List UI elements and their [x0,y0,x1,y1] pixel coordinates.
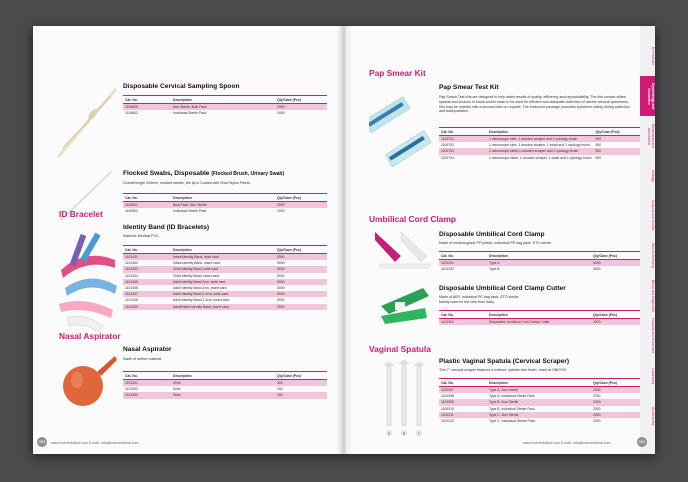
chapter-tabs [640,26,655,454]
column-header: Qty/Case (Pcs) [275,194,327,202]
nasal-title: Nasal Aspirator [123,346,172,353]
cutter-desc-2: Mainly used for the new born baby. [439,300,495,304]
umb-title: Disposable Umbilical Cord Clamp [439,231,545,238]
vaginal-section: Vaginal Spatula [369,344,431,354]
table-cell: Type B [489,267,500,272]
column-header: Description [171,96,275,104]
table-cell: 500 [594,148,646,154]
table-row [439,387,643,394]
table-cell: 1100704 [441,155,454,160]
column-header: Cat. No. [439,252,487,260]
table-cell: 1101405 [123,279,171,285]
column-header: Description [487,128,594,136]
column-header: Description [487,311,591,319]
footer-left: www.boenmedical.com E-mail: info@boenmedical.com [51,441,139,445]
column-header: Cat. No. [123,194,171,202]
pap-title: Pap Smear Test Kit [439,84,499,91]
table-cell: 5000 [275,254,327,261]
table-cell: Type B, Non Sterile [487,399,591,405]
table-header-row [123,372,327,380]
swabs-title: Flocked Swabs, Disposable (Flocked Brush, Urinary Swab) [123,170,285,177]
table-cell: 1100308 [441,394,454,399]
table-cell: 1101301 [123,380,171,387]
spatula-label-b: B [402,431,406,436]
table-cell: 1101201 [439,260,487,267]
table-row [439,319,643,326]
table-cell: 1101404 [125,273,138,278]
table-cell: 5000 [277,261,285,266]
spoon-table [123,95,327,116]
table-row [439,155,646,161]
table-cell: Adult/Infant Identity Band, insert card [171,304,275,310]
table-cell: 1100702 [441,143,454,148]
table-cell: 1101303 [123,392,171,398]
table-cell: 1101403 [123,266,171,272]
table-cell: 5000 [275,266,327,272]
idb-title: Identity Band (ID Bracelets) [123,224,210,231]
table-row [123,104,327,111]
chapter-tab[interactable]: Dr Products [651,47,655,65]
table-cell: 1101409 [123,304,171,310]
umbilical-section: Umbilical Cord Clamp [369,214,457,224]
column-header: Cat. No. [123,372,171,380]
chapter-tab[interactable]: Laboratory [651,367,655,385]
table-header-row [123,96,327,104]
table-cell: 1101302 [125,387,138,392]
table-cell: 1100501 [123,202,171,209]
table-cell: 2000 [593,406,601,411]
table-row [123,208,327,214]
vag-desc: This 7" cervical scraper features a uniform, splinter-free finish. Used at OB/GYN. [439,368,567,372]
umb-desc: Made of medical grade PP plastic, individual PE bag pack. ETO sterile. [439,241,552,245]
table-cell: 1100602 [125,111,138,116]
chapter-tab[interactable]: Accessories [651,406,655,426]
table-cell: 200 [277,387,283,392]
column-header: Qty/Case (Pcs) [275,96,327,104]
table-cell: Adult Identity Band 2.4cm, write card [171,291,275,297]
table-row [123,380,327,387]
table-row [123,254,327,261]
chapter-tab[interactable]: Surgical and Suction [651,200,655,232]
column-header: Qty/Case (Pcs) [591,252,643,260]
right-page [345,26,655,454]
table-cell: 1100701 [439,136,487,143]
page-gutter [337,26,353,454]
column-header: Description [487,252,591,260]
table-cell: 2 microscope sides,1 wooden scraper and 1 cytology brush [487,148,594,154]
table-cell: Bulk Pack, Non Sterile [171,202,275,209]
column-header: Qty/Case (Pcs) [591,311,643,319]
table-cell: 150 [275,392,327,398]
vag-table [439,378,643,424]
table-cell: 1101401 [123,254,171,261]
table-row [123,202,327,209]
table-header-row [439,128,646,136]
spatula-label-a: A [387,431,391,436]
nasal-aspirator-image [59,348,121,410]
swabs-table [123,193,327,214]
cutter-desc-1: Made of ABS, individual PE bag pack, ETO sterile. [439,295,520,299]
column-header: Description [171,246,275,254]
table-cell: 2 microscope sides, 1 wooden scraper, 1 swab and 1 cytology brush [489,155,592,160]
table-cell: Adult Identity Band 2.4cm, insert card [173,298,230,303]
table-cell: Type A, Individual Sterile Pack [489,394,535,399]
umb-table [439,251,643,272]
chapter-tab[interactable]: Gynecology and Obstetrics [640,76,655,116]
table-row [123,392,327,398]
column-header: Cat. No. [123,246,171,254]
id-bracelet-image [55,230,125,340]
table-cell: Child Identity Band, write card [171,266,275,272]
column-header: Qty/Case (Pcs) [275,246,327,254]
table-header-row [123,194,327,202]
table-row [439,418,643,424]
table-cell: Child Identity Band, insert card [173,273,220,278]
pap-table [439,127,646,161]
table-cell: Type A [487,260,591,267]
column-header: Qty/Case (Pcs) [594,128,646,136]
table-cell: 2000 [591,412,643,418]
table-cell: 1100603 [123,104,171,111]
chapter-tab[interactable]: Hospital and Homecare [651,318,655,354]
vaginal-spatula-image [373,358,435,440]
page-number-left: 053 [37,437,47,447]
cutter-table [439,310,643,325]
table-cell: 2000 [591,387,643,394]
table-cell: Type A, Non Sterile [487,387,591,394]
table-cell: 2000 [591,399,643,405]
id-bracelet-section: ID Bracelet [59,209,103,219]
table-cell: 5000 [277,298,285,303]
table-cell: Infant Identity Band, insert card [173,261,220,266]
table-header-row [439,311,643,319]
page-number-right: 054 [637,437,647,447]
table-cell: 2000 [275,104,327,111]
table-cell: 500 [594,136,646,143]
table-cell: Disposable Umbilical Cord Clamp Cutter [487,319,591,326]
table-cell: 2000 [275,202,327,209]
table-cell: 500 [595,155,602,160]
table-cell: Individual Sterile Pack [173,111,207,116]
table-cell: 1100703 [439,148,487,154]
table-cell: 1100311 [439,412,487,418]
nasal-desc: Made of rubber material. [123,357,163,361]
table-cell: 2000 [277,111,285,116]
table-cell: Infant Identity Band, write card [171,254,275,261]
column-header: Cat. No. [439,128,487,136]
footer-right: www.boenmedical.com E-mail: info@boenmedical.com [523,441,611,445]
table-cell: 1101407 [123,291,171,297]
clamp-cutter-image [375,284,435,330]
cutter-title: Disposable Umbilical Cord Clamp Cutter [439,285,566,292]
table-cell: 5000 [275,279,327,285]
column-header: Qty/Case (Pcs) [275,372,327,380]
table-header-row [439,379,643,387]
table-cell: 90ml [171,392,275,398]
table-cell: Individual Sterile Pack [173,209,207,214]
table-cell: Adult Identity Band 2cm, insert card [173,286,227,291]
table-cell: 500 [595,143,602,148]
table-cell: Type C, Individual Sterile Pack [489,419,535,424]
table-cell: 300 [275,380,327,387]
table-cell: 1100309 [439,399,487,405]
cervical-spoon-image [53,84,121,164]
chapter-tab[interactable]: Blood and Diagnostic [651,279,655,313]
vag-title: Plastic Vaginal Spatula (Cervical Scraper) [439,358,570,365]
column-header: Qty/Case (Pcs) [591,379,643,387]
table-header-row [123,246,327,254]
table-header-row [439,252,643,260]
table-cell: 1100307 [439,387,487,394]
nasal-table [123,371,327,399]
spatula-label-c: C [417,431,421,436]
nasal-section: Nasal Aspirator [59,331,121,341]
chapter-tab[interactable]: Wound Dressing [651,243,655,269]
table-cell: 1100312 [441,419,454,424]
pap-kit-image [369,84,433,194]
cord-clamp-image [371,226,437,272]
column-header: Description [171,194,275,202]
table-cell: Type C, Non Sterile [487,412,591,418]
table-row [123,304,327,310]
table-cell: 1 microscope side, 1 wooden scraper, 1 swab and 1 cytology brush [489,143,590,148]
table-cell: Adult Identity Band 2cm, write card [171,279,275,285]
catalog-spread [33,26,655,454]
table-cell: 30ml [171,380,275,387]
table-cell: 1101202 [441,267,454,272]
table-cell: 1101301 [439,319,487,326]
column-header: Cat. No. [439,379,487,387]
table-cell: 5000 [277,286,285,291]
column-header: Description [487,379,591,387]
table-cell: 1 microscope side, 1 wooden scraper and 1 cytology brush [487,136,594,143]
table-cell: 2000 [593,394,601,399]
table-cell: 1101402 [125,261,138,266]
table-cell: 2000 [591,319,643,326]
swabs-desc: Overall length 200mm, molded handle, the tip is Coated with Short Nylon Fibers. [123,181,251,185]
pap-desc: Pap Smear Test Kits are designed to help attain results of quality, efficiency and reproducibility. The kits contain slides, spatula and choices of brush and/or swab to be used for efficient and adequate collection of uterine cervical specimens. Kits may be ordered with a second slide on request. The enclosure package promotes specimen safety during collection and transportation. [439,95,630,114]
column-header: Cat. No. [439,311,487,319]
table-cell: 60ml [173,387,181,392]
table-cell: Type B, Individual Sterile Pack [489,406,535,411]
table-cell: 5000 [593,267,601,272]
table-cell: 2000 [277,209,285,214]
table-cell: 5000 [277,273,285,278]
table-cell: 5000 [275,291,327,297]
idb-desc: Material: Medical PVC [123,234,159,238]
table-cell: 1100310 [441,406,454,411]
table-row [439,260,643,267]
table-cell: Non Sterile, Bulk Pack [171,104,275,111]
table-row [439,136,646,143]
table-cell: 5000 [591,260,643,267]
column-header: Description [171,372,275,380]
left-page [33,26,343,454]
chapter-tab[interactable]: Urology [651,170,655,182]
pap-section: Pap Smear Kit [369,68,426,78]
table-row [439,266,643,272]
table-cell: 1101406 [125,286,138,291]
table-cell: 2500 [275,304,327,310]
table-cell: 1100502 [125,209,138,214]
idb-table [123,245,327,310]
column-header: Cat. No. [123,96,171,104]
table-cell: 1101408 [125,298,138,303]
table-row [123,110,327,116]
table-cell: 2000 [593,419,601,424]
spoon-title: Disposable Cervical Sampling Spoon [123,83,240,90]
chapter-tab[interactable]: Respiratory and Anesthesia [647,124,655,148]
